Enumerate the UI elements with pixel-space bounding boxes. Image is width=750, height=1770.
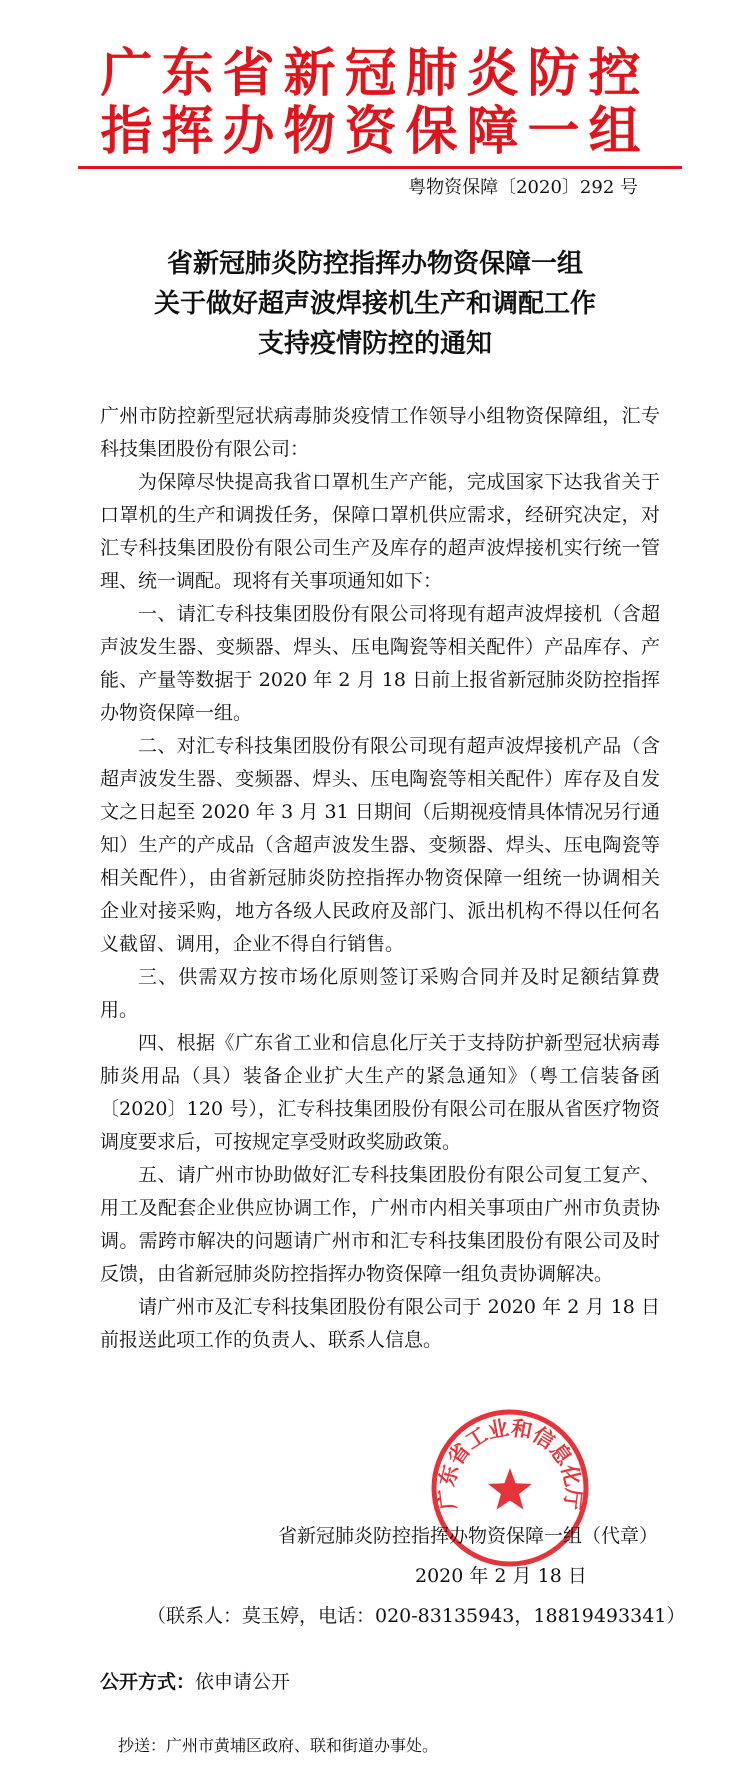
item-2: 二、对汇专科技集团股份有限公司现有超声波焊接机产品（含超声波发生器、变频器、焊头、压电陶瓷等相关配件）库存及自发文之日起至 2020 年 3 月 31 日期间（后期视疫情具体情况另行通知）生产的产成品（含超声波发生器、变频器、焊头、压电陶瓷等相关配件），由省新冠肺炎防控指挥办物资保障一组统一协调相关企业对接采购，地方各级人民政府及部门、派出机构不得以任何名义截留、调用，企业不得自行销售。 [100,735,660,955]
document-number: 粤物资保障〔2020〕292 号 [408,177,638,198]
doc-title-line3: 支持疫情防控的通知 [257,329,492,359]
cc-recipients: 抄送：广州市黄埔区政府、联和街道办事处。 [118,1736,439,1755]
seal-star-icon [488,1468,532,1510]
item-3: 三、供需双方按市场化原则签订采购合同并及时足额结算费用。 [100,966,660,1021]
header-divider [78,166,682,169]
header-title-line2: 指挥办物资保障一组 [100,101,650,162]
item-4: 四、根据《广东省工业和信息化厅关于支持防护新型冠状病毒肺炎用品（具）装备企业扩大生产的紧急通知》（粤工信装备函〔2020〕120 号），汇专科技集团股份有限公司在服从省医疗物资调度要求后，可按规定享受财政奖励政策。 [100,1032,660,1153]
doc-title-line1: 省新冠肺炎防控指挥办物资保障一组 [166,249,583,279]
disclosure-method [100,1668,290,1696]
closing-paragraph: 请广州市及汇专科技集团股份有限公司于 2020 年 2 月 18 日前报送此项工作的负责人、联系人信息。 [100,1296,660,1351]
disclosure-label: 公开方式： [100,1671,196,1693]
signature-organization: 省新冠肺炎防控指挥办物资保障一组（代章） [278,1525,659,1547]
item-1: 一、请汇专科技集团股份有限公司将现有超声波焊接机（含超声波发生器、变频器、焊头、压电陶瓷等相关配件）产品库存、产能、产量等数据于 2020 年 2 月 18 日前上报省新冠肺炎防控指挥办物资保障一组。 [100,603,660,724]
addressee: 广州市防控新型冠状病毒肺炎疫情工作领导小组物资保障组，汇专科技集团股份有限公司： [100,405,660,460]
document-body [100,400,660,1357]
seal-text: 广东省工业和信息化厅 [434,1415,586,1512]
intro-paragraph: 为保障尽快提高我省口罩机生产产能，完成国家下达我省关于口罩机的生产和调拨任务，保障口罩机供应需求，经研究决定，对汇专科技集团股份有限公司生产及库存的超声波焊接机实行统一管理、统一调配。现将有关事项通知如下： [100,471,660,592]
disclosure-value: 依申请公开 [195,1671,291,1693]
header-title-line1: 广东省新冠肺炎防控 [100,43,650,104]
doc-title-line2: 关于做好超声波焊接机生产和调配工作 [153,289,596,319]
item-5: 五、请广州市协助做好汇专科技集团股份有限公司复工复产、用工及配套企业供应协调工作，广州市内相关事项由广州市负责协调。需跨市解决的问题请广州市和汇专科技集团股份有限公司及时反馈，由省新冠肺炎防控指挥办物资保障一组负责协调解决。 [100,1164,660,1285]
signature-date: 2020 年 2 月 18 日 [415,1565,587,1587]
contact-info: （联系人：莫玉婷，电话：020-83135943，18819493341） [147,1605,686,1627]
